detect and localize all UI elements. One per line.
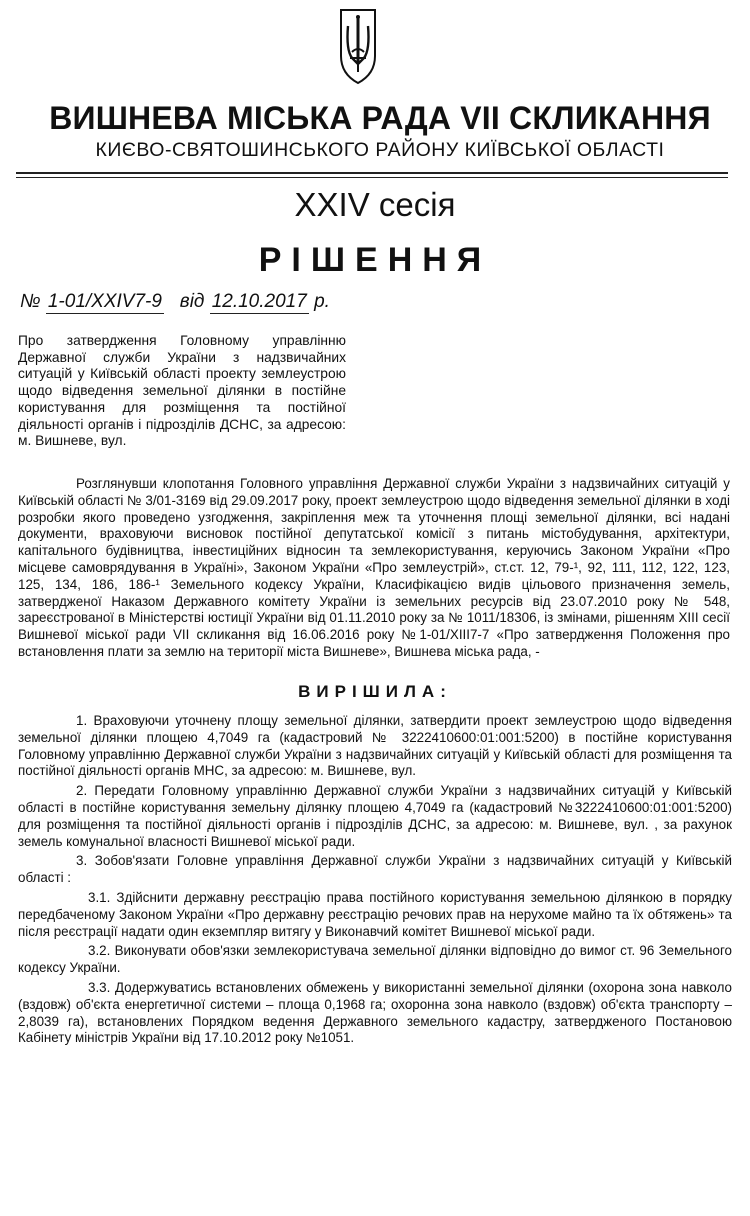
header-rule-top: [16, 172, 728, 174]
session-title: XXIV сесія: [294, 186, 456, 223]
decision-number: 1-01/XXIV7-9: [47, 291, 162, 312]
decision-date: 12.10.2017: [211, 291, 307, 312]
item-1: 1. Враховуючи уточнену площу земельної ділянки, затвердити проект землеустрою щодо відведення земельної ділянки площею 4,7049 га (кадастровий № 3222410600:01:001:5200) в постійне користування Головному управлінню Державної служби України з надзвичайних ситуацій у Київській області для розміщення та постійної діяльності органів МНС, за адресою: м. Вишневе, вул.: [18, 713, 732, 779]
item-3: 3. Зобов'язати Головне управління Державної служби України з надзвичайних ситуацій у Київській області :: [18, 853, 732, 886]
item-3-2: 3.2. Виконувати обов'язки землекористувача земельної ділянки відповідно до вимог ст. 96 Земельного кодексу України.: [18, 943, 732, 976]
item-2: 2. Передати Головному управлінню Державної служби України з надзвичайних ситуацій у Київській області в постійне користування земельну ділянку площею 4,7049 га (кадастровий №3222410600:01:001:5200) для розміщення та постійної діяльності органів і підрозділів ДСНС, за адресою: м. Вишневе, вул. , за рахунок земель комунальної власності Вишневої міської ради.: [18, 783, 732, 849]
date-prefix: від: [179, 291, 205, 312]
number-prefix: №: [20, 291, 41, 312]
council-title: ВИШНЕВА МІСЬКА РАДА VII СКЛИКАННЯ: [49, 100, 711, 136]
item-3-3: 3.3. Додержуватись встановлених обмежень у використанні земельної ділянки (охорона зона навколо (вздовж) об'єкта енергетичної системи – площа 0,1968 га; охоронна зона навколо (вздовж) об'єкта транспорту – 2,8039 га), встановлених Порядком ведення Державного земельного кадастру, затвердженого Постановою Кабінету міністрів України від 17.10.2012 року №1051.: [18, 979, 732, 1046]
header-rule-bottom: [16, 177, 728, 178]
resolution-items: [18, 713, 732, 1050]
trident-emblem-icon: [338, 6, 378, 86]
decision-number-line: [20, 291, 330, 314]
district-title: КИЄВО-СВЯТОШИНСЬКОГО РАЙОНУ КИЇВСЬКОЇ ОБЛАСТІ: [95, 139, 665, 161]
decision-subject: Про затвердження Головному управлінню Державної служби України з надзвичайних ситуацій у Київській області проекту землеустрою щодо відведення земельної ділянки в постійне користування для розміщення та постійної діяльності органів і підрозділів ДСНС, за адресою: м. Вишневе, вул.: [18, 333, 346, 449]
decision-title: РІШЕННЯ: [258, 241, 492, 279]
resolved-title: ВИРІШИЛА:: [298, 682, 452, 701]
preamble-paragraph: Розглянувши клопотання Головного управління Державної служби України з надзвичайних ситуацій у Київській області № 3/01-3169 від 29.09.2017 року, проект землеустрою щодо відведення земельної ділянки в ході розробки якого проведено узгодження, закріплення меж та уточнення площі земельної ділянки, всі надані документи, враховуючи висновок постійної депутатської комісії з питань містобудування, архітектури, капітального будівництва, інвестиційних відносин та землекористування, керуючись Законом України «Про місцеве самоврядування в Україні», Законом України «Про землеустрій», ст.ст. 12, 79-¹, 92, 111, 112, 122, 123, 125, 134, 186, 186-¹ Земельного кодексу України, Класифікацією видів цільового призначення земель, затвердженої Наказом Державного комітету України із земельних ресурсів від 23.07.2010 року № 548, зареєстрованої в Міністерстві юстиції України від 01.11.2010 року за № 1011/18306, із змінами, рішенням XIII сесії Вишневої міської ради VII скликання від 16.06.2016 року №1-01/XIII7-7 «Про затвердження Положення про встановлення плати за землю на території міста Вишневе», Вишнева міська рада, -: [18, 476, 730, 659]
date-suffix: р.: [314, 291, 330, 312]
item-3-1: 3.1. Здійснити державну реєстрацію права постійного користування земельною ділянкою в порядку передбаченому Законом України «Про державну реєстрацію речових прав на нерухоме майно та їх обтяжень» та після реєстрації надати один екземпляр витягу у Виконавчий комітет Вишневої міської ради.: [18, 889, 732, 939]
